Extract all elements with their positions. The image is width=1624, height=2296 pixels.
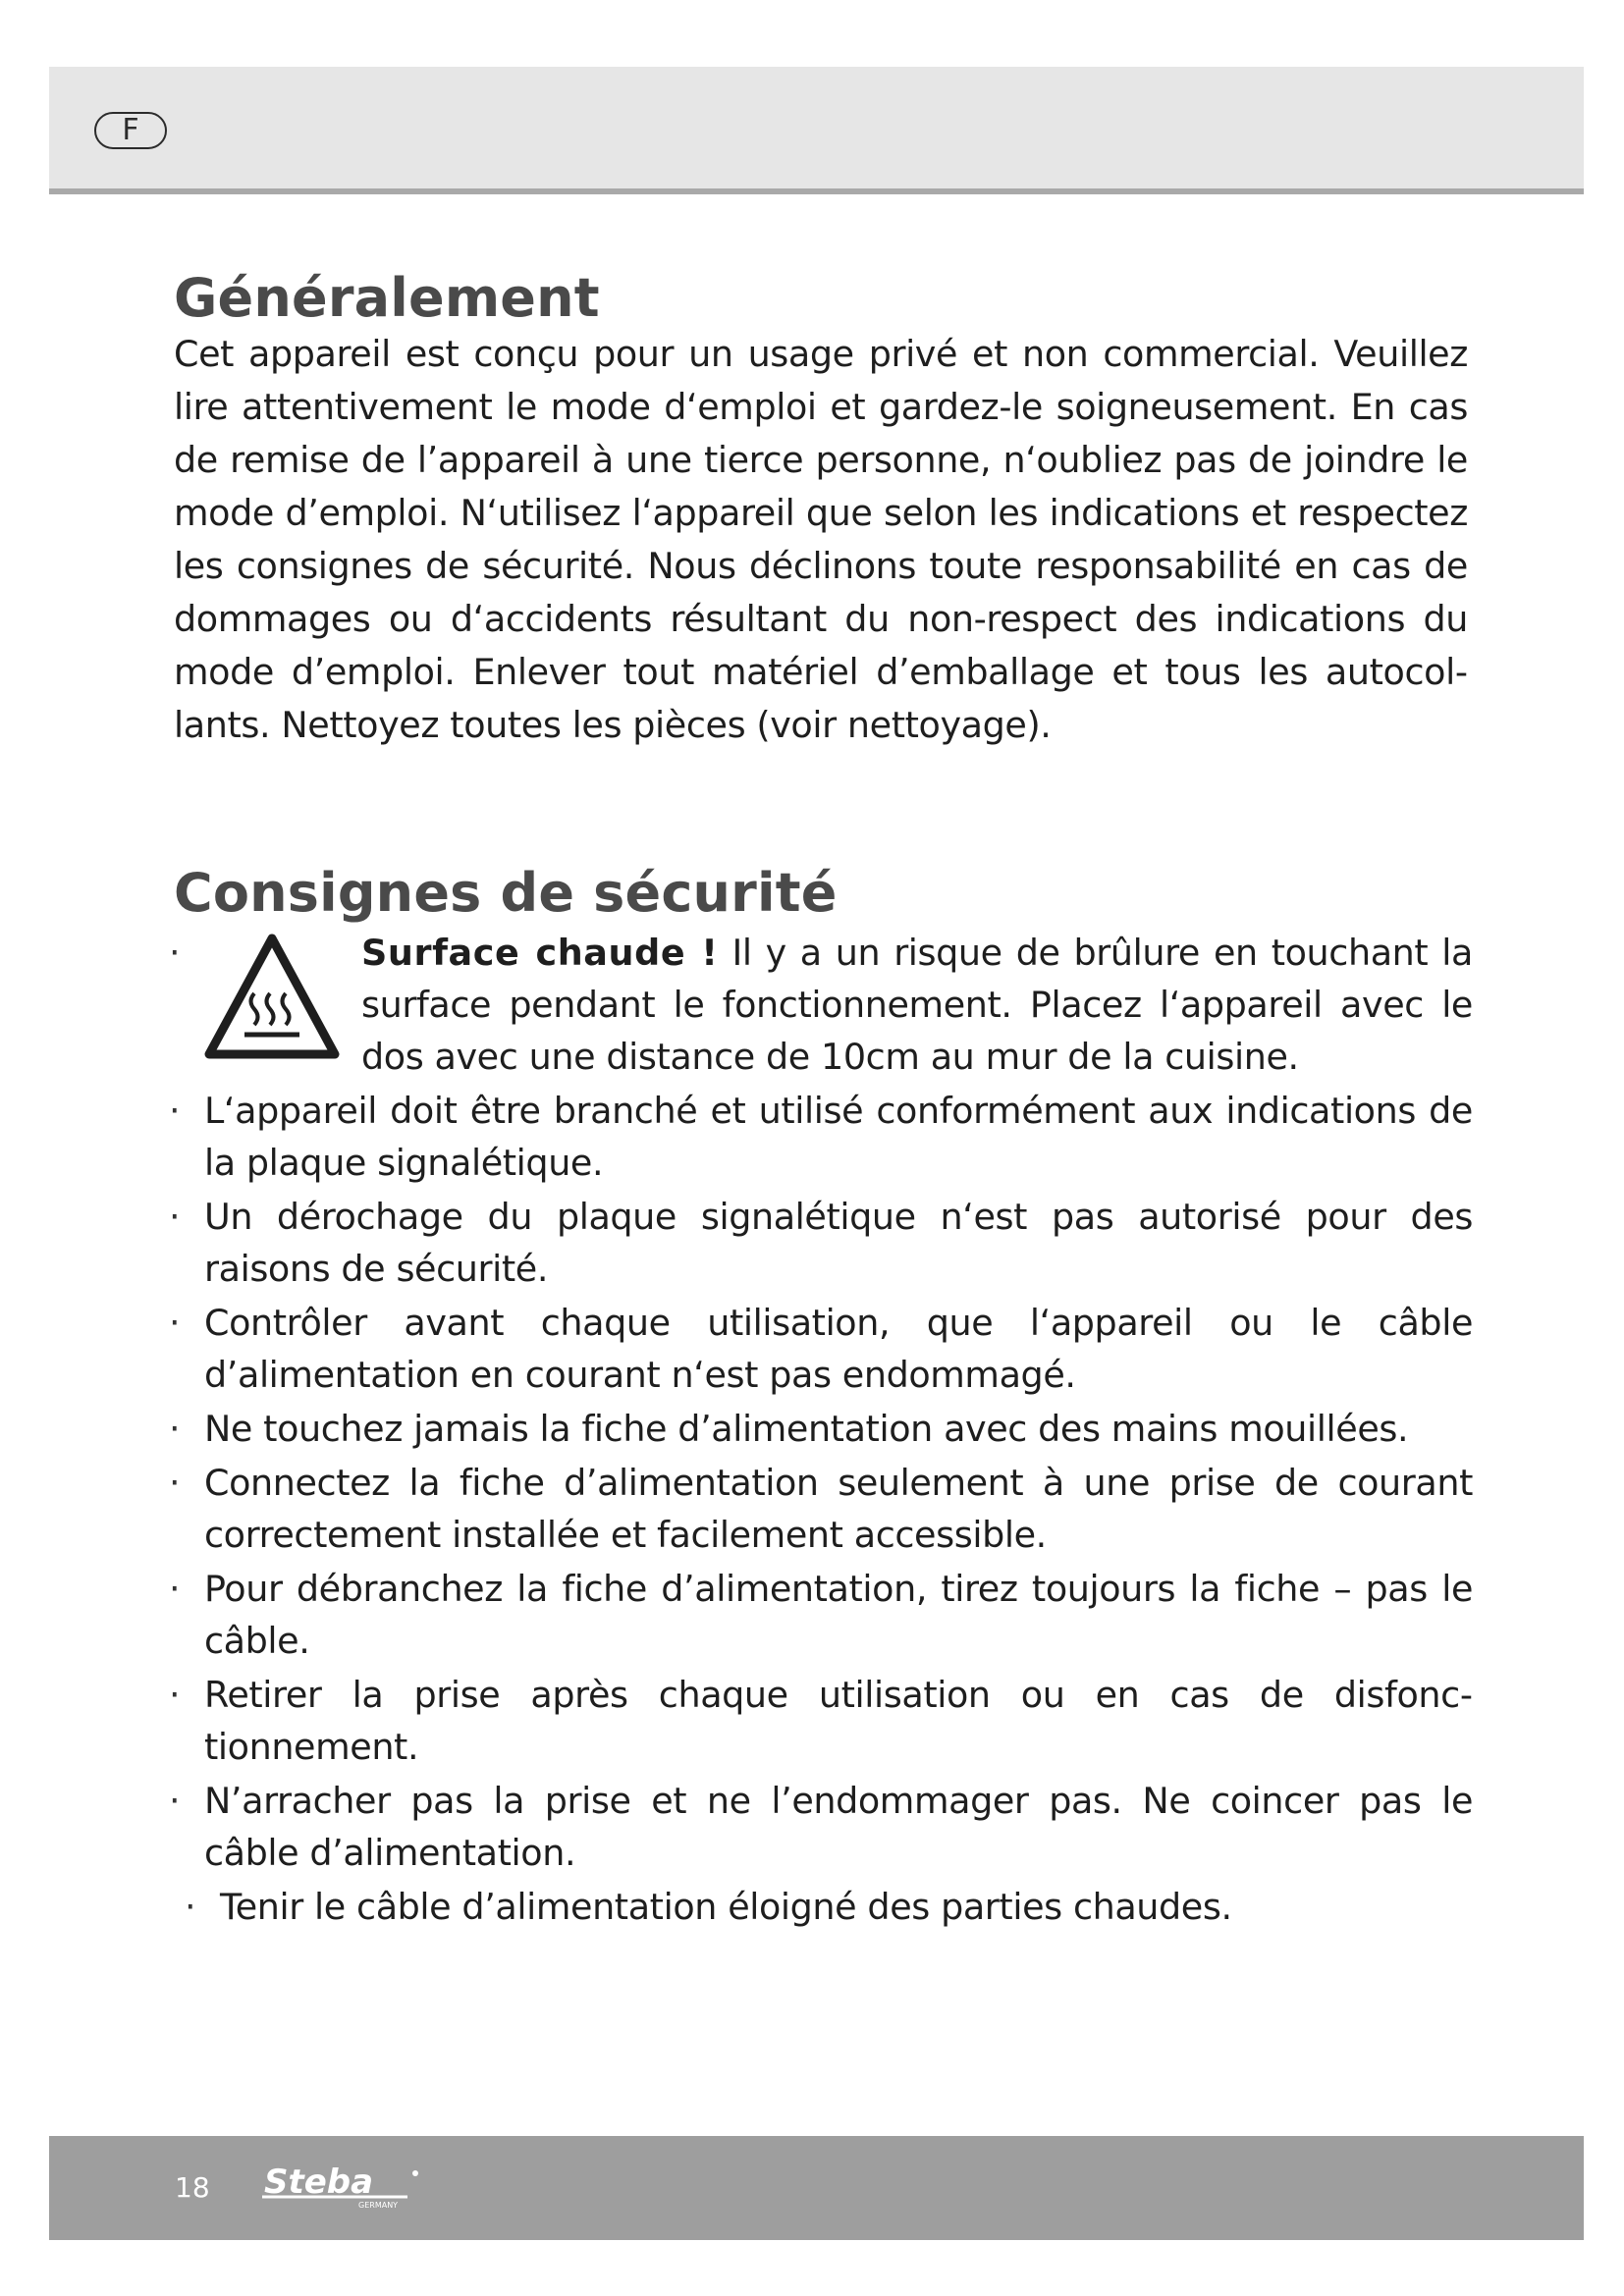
list-item-hot-surface xyxy=(167,927,1473,1083)
list-item: · L‘appareil doit être branché et utilisé conformément aux indications de la plaque signalétique. xyxy=(167,1085,1473,1189)
hot-surface-text: Il y a un risque de brûlure en touchant la surface pendant le fonctionnement. Placez l‘appareil avec le dos avec une distance de 10cm au mur de la cuisine. xyxy=(361,932,1473,1078)
list-item: · N’arracher pas la prise et ne l’endommager pas. Ne coincer pas le câble d’alimentation. xyxy=(167,1775,1473,1879)
brand-name: Steba xyxy=(264,2163,374,2202)
list-item: · Connectez la fiche d’alimentation seulement à une prise de courant correctement installée et facilement accessible. xyxy=(167,1457,1473,1561)
list-item: · Pour débranchez la fiche d’alimentation, tirez toujours la fiche – pas le câble. xyxy=(167,1563,1473,1667)
safety-list xyxy=(167,927,1473,1935)
brand-subtitle: GERMANY xyxy=(358,2201,399,2210)
section-title-general: Généralement xyxy=(174,267,600,329)
section-title-safety: Consignes de sécurité xyxy=(174,862,838,924)
general-paragraph: Cet appareil est conçu pour un usage privé et non commercial. Veuillez lire attentivement le mode d‘emploi et gardez-le soigneusement. En cas de remise de l’appareil à une tierce personne, n‘oubliez pas de joindre le mode d’emploi. N‘utilisez l‘appareil que selon les indications et respectez les consignes de sécurité. Nous déclinons toute responsabilité en cas de dommages ou d‘accidents résultant du non-respect des indications du mode d’emploi. Enlever tout matériel d’emballage et tous les autocollants. Nettoyez toutes les pièces (voir nettoyage). xyxy=(174,333,1468,746)
hot-surface-label: Surface chaude ! xyxy=(361,932,719,974)
list-item: · Contrôler avant chaque utilisation, que l‘appareil ou le câble d’alimentation en courant n‘est pas endommagé. xyxy=(167,1297,1473,1401)
page-number: 18 xyxy=(175,2171,210,2204)
list-item: · Tenir le câble d’alimentation éloigné des parties chaudes. xyxy=(167,1881,1473,1933)
list-item: · Un dérochage du plaque signalétique n‘est pas autorisé pour des raisons de sécurité. xyxy=(167,1191,1473,1295)
header-band xyxy=(49,67,1584,194)
list-item: · Ne touchez jamais la fiche d’alimentation avec des mains mouillées. xyxy=(167,1403,1473,1455)
steba-logo-icon xyxy=(260,2162,427,2211)
language-badge: F xyxy=(94,112,167,149)
footer-band xyxy=(49,2136,1584,2240)
list-item: · Retirer la prise après chaque utilisation ou en cas de disfonctionnement. xyxy=(167,1669,1473,1773)
